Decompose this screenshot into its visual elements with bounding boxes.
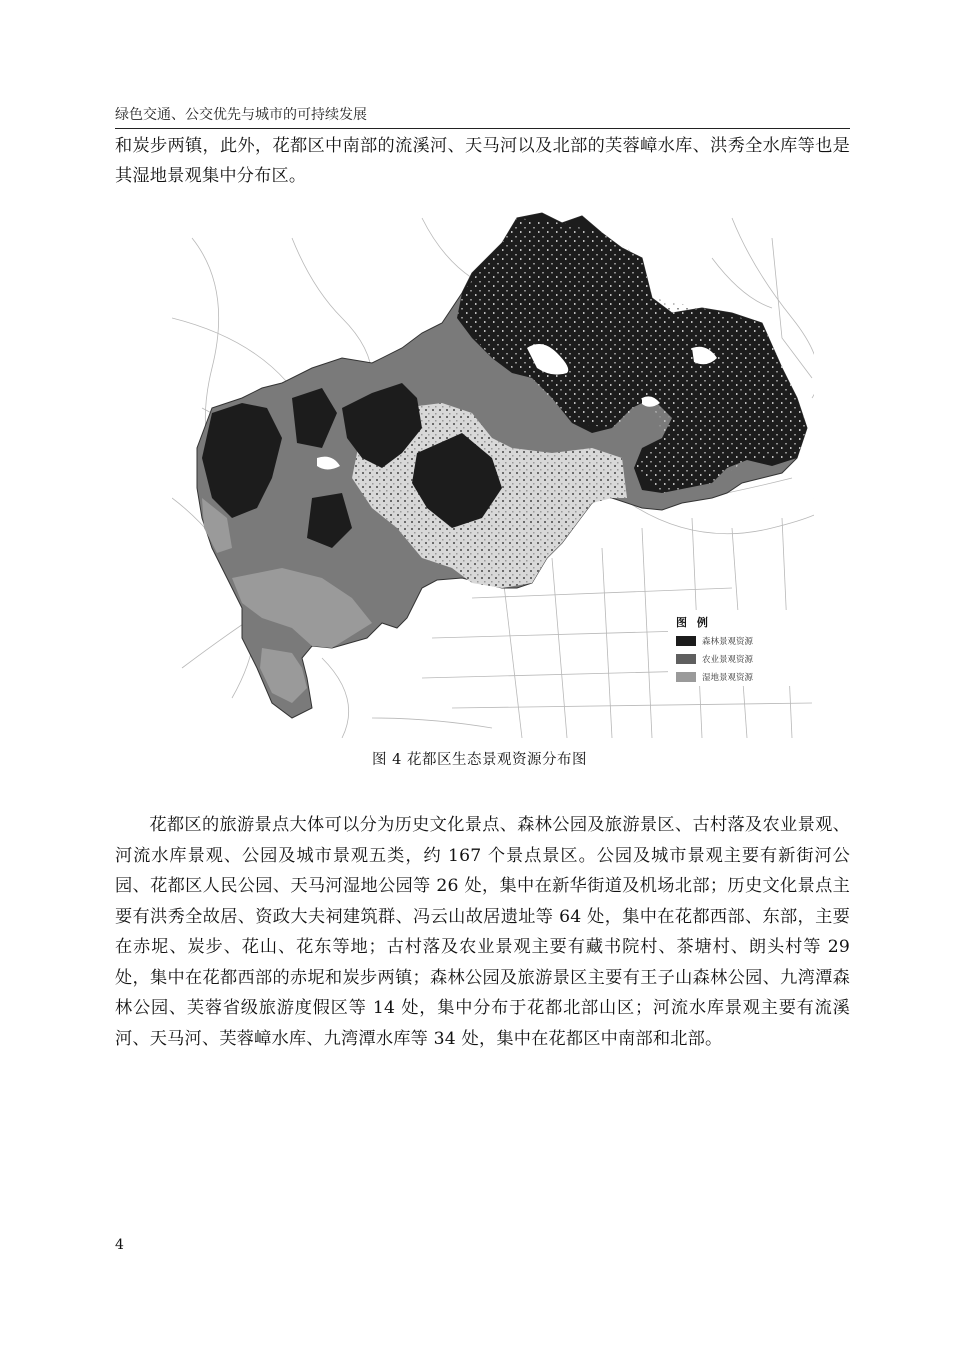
legend-label-forest: 森林景观资源	[702, 637, 754, 647]
paragraph-1: 和炭步两镇，此外，花都区中南部的流溪河、天马河以及北部的芙蓉嶂水库、洪秀全水库等也是其湿地景观集中分布区。	[115, 136, 850, 186]
running-header: 绿色交通、公交优先与城市的可持续发展	[115, 107, 367, 123]
legend-label-wetland: 湿地景观资源	[702, 673, 754, 683]
legend-title: 图 例	[676, 616, 711, 629]
legend-swatch-agriculture	[676, 654, 696, 664]
page-number: 4	[115, 1237, 124, 1253]
legend-swatch-forest	[676, 636, 696, 646]
ecological-landscape-map	[172, 198, 814, 738]
legend-swatch-wetland	[676, 672, 696, 682]
legend-item-forest	[676, 634, 753, 648]
figure-caption: 图 4 花都区生态景观资源分布图	[372, 752, 587, 768]
legend-item-agriculture	[676, 652, 753, 666]
legend-item-wetland	[676, 670, 753, 684]
header-rule	[115, 128, 850, 129]
legend-label-agriculture: 农业景观资源	[702, 655, 754, 665]
map-legend	[668, 610, 814, 686]
paragraph-2: 花都区的旅游景点大体可以分为历史文化景点、森林公园及旅游景区、古村落及农业景观、河流水库景观、公园及城市景观五类，约 167 个景点景区。公园及城市景观主要有新街河公园、花都区人民公园、天马河湿地公园等 26 处，集中在新华街道及机场北部；历史文化景点主要有洪秀全故居、资政大夫祠建筑群、冯云山故居遗址等 64 处，集中在花都西部、东部，主要在赤坭、炭步、花山、花东等地；古村落及农业景观主要有藏书院村、茶塘村、朗头村等 29 处，集中在花都西部的赤坭和炭步两镇；森林公园及旅游景区主要有王子山森林公园、九湾潭森林公园、芙蓉省级旅游度假区等 14 处，集中分布于花都北部山区；河流水库景观主要有流溪河、天马河、芙蓉嶂水库、九湾潭水库等 34 处，集中在花都区中南部和北部。	[115, 815, 850, 1049]
